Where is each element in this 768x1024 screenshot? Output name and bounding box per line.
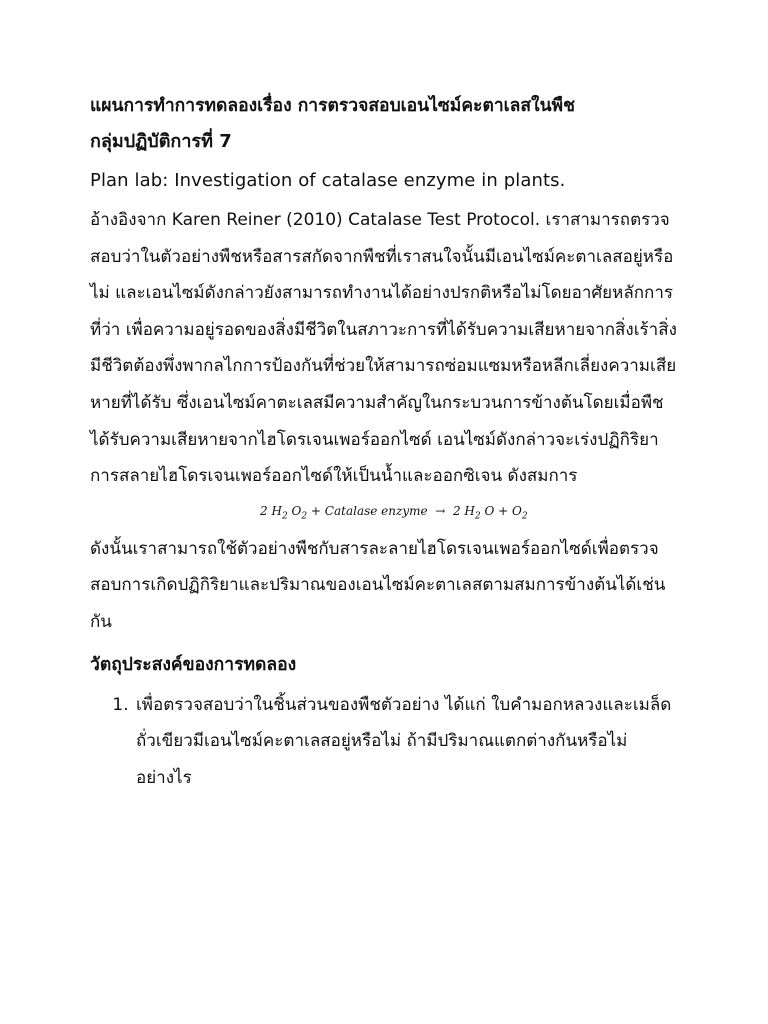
eq-lhs-h: H [271, 503, 282, 518]
eq-rhs-o2-sub: 2 [521, 511, 528, 522]
eq-rhs-o: O [484, 503, 495, 518]
list-item: 1. เพื่อตรวจสอบว่าในชิ้นส่วนของพืชตัวอย่าง ได้แก่ ใบคำมอกหลวงและเมล็ดถั่วเขียวมีเอนไซม์คะตาเลสอยู่หรือไม่ ถ้ามีปริมาณแตกต่างกันหรือไม่อย่างไร [134, 687, 680, 797]
eq-arrow: → [435, 503, 446, 518]
eq-rhs-coef: 2 [452, 503, 461, 518]
reaction-equation [260, 501, 680, 531]
eq-rhs-o2: O [512, 503, 522, 518]
eq-enzyme: Catalase enzyme [324, 503, 428, 518]
eq-lhs-o-sub: 2 [301, 511, 308, 522]
lab-group-label: กลุ่มปฏิบัติการที่ 7 [90, 131, 232, 152]
english-title: Plan lab: Investigation of catalase enzyme in plants. [90, 170, 566, 191]
document-title: แผนการทำการทดลองเรื่อง การตรวจสอบเอนไซม์คะตาเลสในพืช [90, 96, 575, 116]
document-page [90, 88, 680, 796]
eq-lhs-coef: 2 [260, 503, 268, 518]
conclusion-paragraph: ดังนั้นเราสามารถใช้ตัวอย่างพืชกับสารละลายไฮโดรเจนเพอร์ออกไซด์เพื่อตรวจสอบการเกิดปฏิกิริยาและปริมาณของเอนไซม์คะตาเลสตามสมการข้างต้นได้เช่นกัน [90, 538, 666, 632]
objectives-list [90, 687, 680, 797]
eq-rhs-h: H [464, 503, 475, 518]
eq-lhs-o: O [291, 503, 302, 518]
objectives-heading: วัตถุประสงค์ของการทดลอง [90, 654, 297, 675]
eq-rhs-h-sub: 2 [474, 511, 481, 522]
eq-plus-1: + [310, 503, 321, 518]
eq-lhs-h-sub: 2 [281, 511, 288, 522]
intro-paragraph: อ้างอิงจาก Karen Reiner (2010) Catalase Test Protocol. เราสามารถตรวจสอบว่าในตัวอย่างพืชหรือสารสกัดจากพืชที่เราสนใจนั้นมีเอนไซม์คะตาเลสอยู่หรือไม่ และเอนไซม์ดังกล่าวยังสามารถทำงานได้อย่างปรกติหรือไม่โดยอาศัยหลักการที่ว่า เพื่อความอยู่รอดของสิ่งมีชีวิตในสภาวะการที่ได้รับความเสียหายจากสิ่งเร้าสิ่งมีชีวิตต้องพึ่งพากลไกการป้องกันที่ช่วยให้สามารถซ่อมแซมหรือหลีกเลี่ยงความเสียหายที่ได้รับ ซึ่งเอนไซม์คาตะเลสมีความสำคัญในกระบวนการข้างต้นโดยเมื่อพืชได้รับความเสียหายจากไฮโดรเจนเพอร์ออกไซด์ เอนไซม์ดังกล่าวจะเร่งปฏิกิริยาการสลายไฮโดรเจนเพอร์ออกไซด์ให้เป็นน้ำและออกซิเจน ดังสมการ [90, 210, 677, 487]
eq-plus-2: + [498, 503, 509, 518]
